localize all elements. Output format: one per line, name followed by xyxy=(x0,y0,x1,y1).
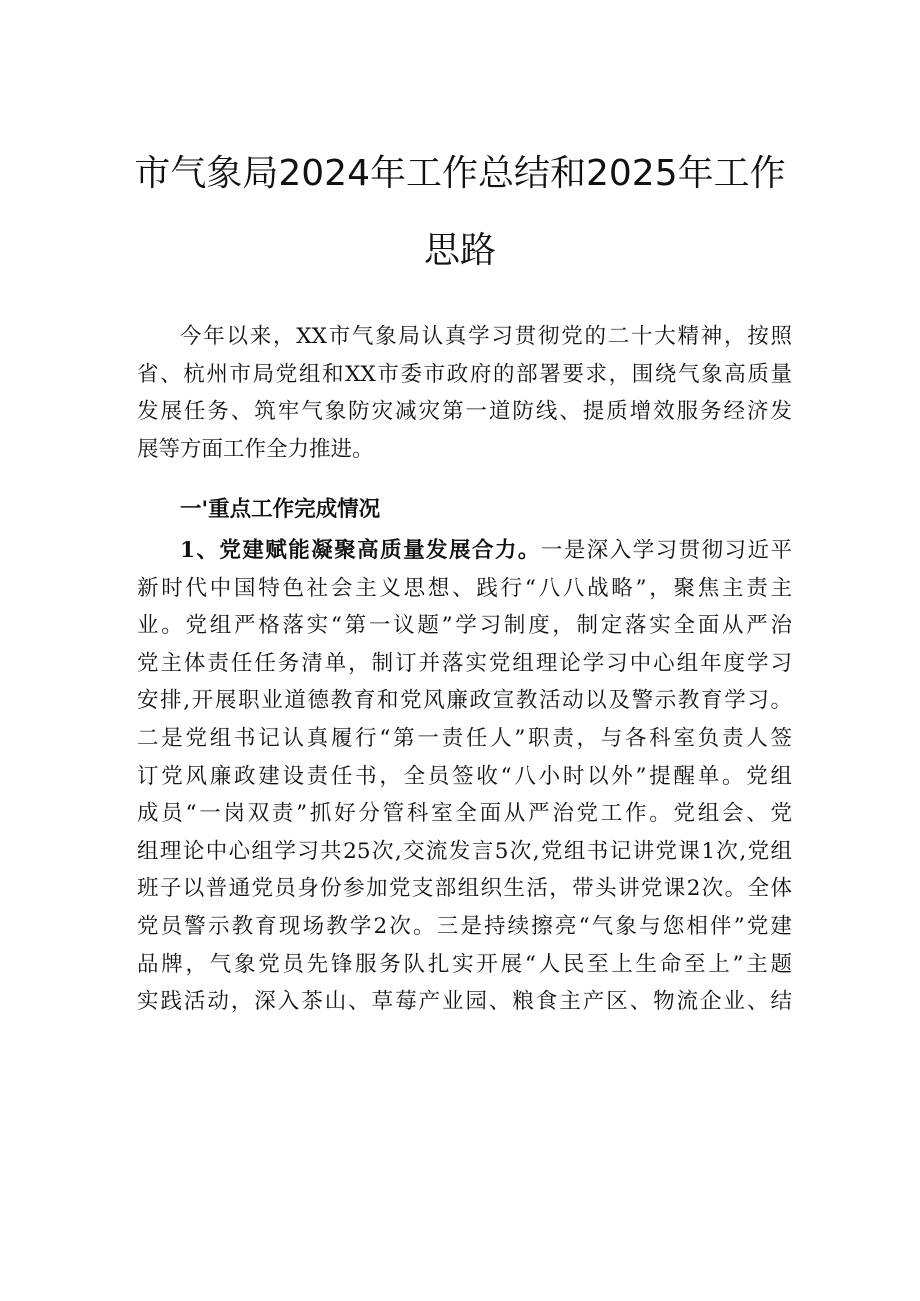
item-1-line: 新时代中国特色社会主义思想、践行“八八战略”，聚焦主责主 xyxy=(137,575,792,601)
item-1-line: 安排,开展职业道德教育和党风廉政宣教活动以及警示教育学习。 xyxy=(137,688,792,714)
intro-line: 今年以来，XX市气象局认真学习贯彻党的二十大精神，按照 xyxy=(180,324,792,349)
item-1-first-line xyxy=(137,532,792,570)
document-title-line-1: 市气象局2024年工作总结和2025年工作 xyxy=(134,153,786,194)
item-1-heading: 1、党建赋能凝聚高质量发展合力。 xyxy=(180,538,541,563)
intro-paragraph xyxy=(137,318,792,468)
item-1-line: 组理论中心组学习共25次,交流发言5次,党组书记讲党课1次,党组 xyxy=(137,838,792,864)
item-1-line: 班子以普通党员身份参加党支部组织生活，带头讲党课2次。全体 xyxy=(137,876,792,902)
intro-line: 省、杭州市局党组和XX市委市政府的部署要求，围绕气象高质量 xyxy=(137,361,792,387)
item-1-line: 实践活动，深入茶山、草莓产业园、粮食主产区、物流企业、结 xyxy=(137,989,792,1015)
item-1-line: 党主体责任任务清单，制订并落实党组理论学习中心组年度学习 xyxy=(137,650,792,676)
document-title-line-2: 思路 xyxy=(423,230,496,271)
section-heading: 一'重点工作完成情况 xyxy=(180,497,381,522)
item-1-line: 订党风廉政建设责任书，全员签收“八小时以外”提醒单。党组 xyxy=(137,763,792,789)
item-1-line: 二是党组书记认真履行“第一责任人”职责，与各科室负责人签 xyxy=(137,725,792,751)
item-1-line: 业。党组严格落实“第一议题”学习制度，制定落实全面从严治 xyxy=(137,613,792,639)
intro-line: 发展任务、筑牢气象防灾减灾第一道防线、提质增效服务经济发 xyxy=(137,399,792,425)
item-1-line: 党员警示教育现场教学2次。三是持续擦亮“气象与您相伴”党建 xyxy=(137,913,792,939)
item-1-line: 品牌，气象党员先锋服务队扎实开展“人民至上生命至上”主题 xyxy=(137,951,792,977)
item-1-line: 成员“一岗双责”抓好分管科室全面从严治党工作。党组会、党 xyxy=(137,801,792,827)
item-1-first-line-rest: 一是深入学习贯彻习近平 xyxy=(540,538,792,563)
item-1-paragraph xyxy=(137,532,792,1021)
intro-line: 展等方面工作全力推进。 xyxy=(137,436,374,462)
